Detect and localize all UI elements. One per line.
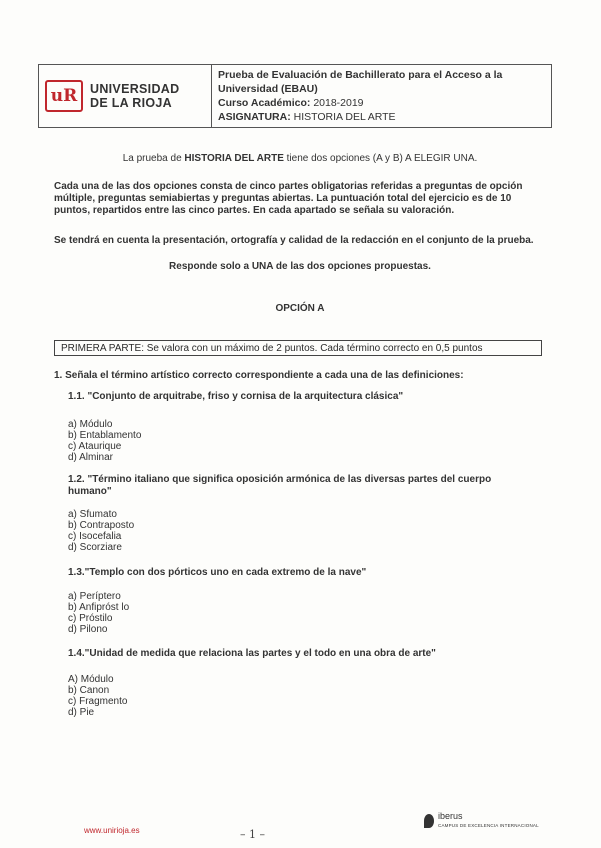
exam-title-line1: Prueba de Evaluación de Bachillerato para el Acceso a la xyxy=(218,69,503,81)
option-item: d) Alminar xyxy=(68,452,114,463)
option-item: A) Módulo xyxy=(68,674,114,685)
option-item: a) Módulo xyxy=(68,419,113,430)
intro-p1-c: tiene dos opciones (A y B) A ELEGIR UNA. xyxy=(283,153,478,164)
subquestion-1-2-line1: 1.2. "Término italiano que significa oposición armónica de las diversas partes del cuerpo xyxy=(68,474,492,485)
university-name-line1: UNIVERSIDAD xyxy=(90,82,180,96)
university-logo-mark: uR xyxy=(45,80,83,112)
option-item: c) Fragmento xyxy=(68,696,128,707)
option-item: c) Isocefalia xyxy=(68,531,122,542)
subject xyxy=(218,110,502,124)
subquestion-1-2-line2: humano" xyxy=(68,486,112,497)
course-value: 2018-2019 xyxy=(313,97,364,109)
footer-url[interactable]: www.unirioja.es xyxy=(84,826,140,835)
subject-label: ASIGNATURA: xyxy=(218,111,291,123)
document-header xyxy=(38,64,552,128)
subquestion-1-4: 1.4."Unidad de medida que relaciona las partes y el todo en una obra de arte" xyxy=(68,648,436,659)
university-name xyxy=(90,82,179,110)
university-name-line2: DE LA RIOJA xyxy=(90,96,173,110)
intro-p2-line1: Cada una de las dos opciones consta de cinco partes obligatorias referidas a preguntas de opción xyxy=(54,181,523,192)
iberus-text-block xyxy=(438,812,539,830)
option-item: c) Próstilo xyxy=(68,613,113,624)
subquestion-1-2 xyxy=(68,474,548,498)
iberus-name: iberus xyxy=(438,811,463,821)
options-1-2 xyxy=(68,509,134,553)
options-1-4 xyxy=(68,674,127,718)
question-1: 1. Señala el término artístico correcto correspondiente a cada una de las definiciones: xyxy=(54,370,464,381)
part-one-text: Se valora con un máximo de 2 puntos. Cada término correcto en 0,5 puntos xyxy=(143,343,483,354)
option-item: d) Pilono xyxy=(68,624,108,635)
subject-value: HISTORIA DEL ARTE xyxy=(293,111,396,123)
intro-p1-subject: HISTORIA DEL ARTE xyxy=(184,153,284,164)
option-item: a) Sfumato xyxy=(68,509,117,520)
university-logo xyxy=(39,65,212,127)
page-number: – 1 – xyxy=(240,828,265,841)
option-item: b) Entablamento xyxy=(68,430,142,441)
course-label: Curso Académico: xyxy=(218,97,311,109)
part-one-label: PRIMERA PARTE: xyxy=(61,343,144,354)
exam-title-line2: Universidad (EBAU) xyxy=(218,83,318,95)
part-one-box xyxy=(54,340,542,356)
options-1-1 xyxy=(68,419,141,463)
option-title: OPCIÓN A xyxy=(275,303,325,314)
exam-info xyxy=(212,65,508,127)
intro-p2-line2: múltiple, preguntas semiabiertas y preguntas abiertas. La puntuación total del ejercicio es de 10 xyxy=(54,193,512,204)
subquestion-1-3: 1.3."Templo con dos pórticos uno en cada extremo de la nave" xyxy=(68,567,367,578)
option-item: a) Períptero xyxy=(68,591,121,602)
option-item: c) Ataurique xyxy=(68,441,122,452)
iberus-logo xyxy=(424,812,539,830)
option-item: b) Contraposto xyxy=(68,520,135,531)
intro-paragraph-4: Responde solo a UNA de las dos opciones propuestas. xyxy=(169,261,431,272)
option-item: d) Scorziare xyxy=(68,542,122,553)
iberus-leaf-icon xyxy=(424,814,434,828)
iberus-subtitle: CAMPUS DE EXCELENCIA INTERNACIONAL xyxy=(438,823,539,828)
options-1-3 xyxy=(68,591,129,635)
option-item: d) Pie xyxy=(68,707,95,718)
intro-p1-a: La prueba de xyxy=(122,153,185,164)
subquestion-1-1: 1.1. "Conjunto de arquitrabe, friso y cornisa de la arquitectura clásica" xyxy=(68,391,404,402)
intro-paragraph-3: Se tendrá en cuenta la presentación, ortografía y calidad de la redacción en el conjunto de la prueba. xyxy=(54,235,534,246)
course-year xyxy=(218,96,502,110)
option-item: b) Anfipróst lo xyxy=(68,602,130,613)
option-item: b) Canon xyxy=(68,685,110,696)
intro-paragraph-1 xyxy=(40,153,560,165)
intro-paragraph-2 xyxy=(54,181,544,217)
intro-p2-line3: puntos, repartidos entre las cinco partes. En cada apartado se señala su valoración. xyxy=(54,205,455,216)
